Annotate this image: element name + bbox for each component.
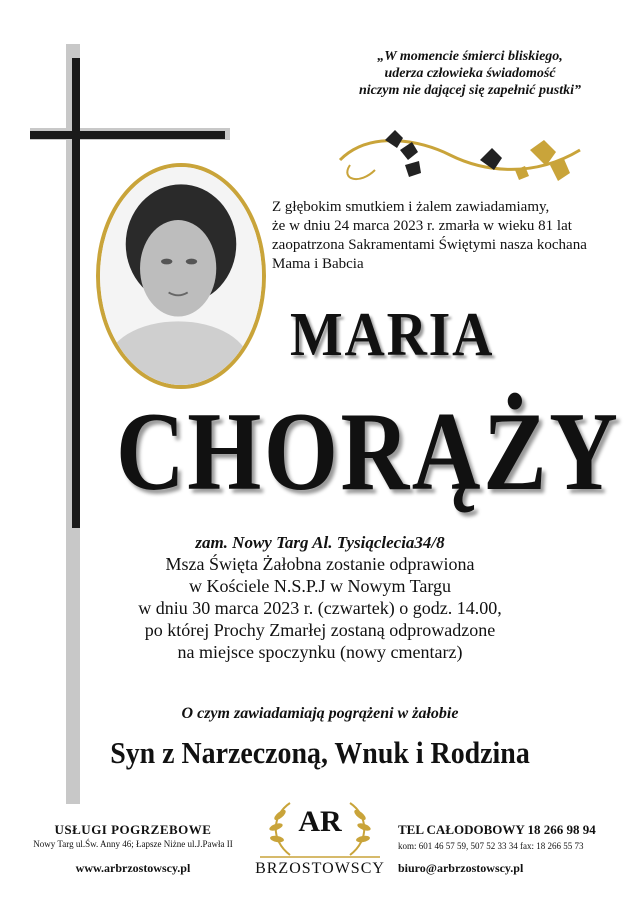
intro-line-1: Z głębokim smutkiem i żalem zawiadamiamy, bbox=[272, 199, 550, 215]
deceased-first-name: MARIA bbox=[290, 301, 495, 369]
phone-24h: TEL CAŁODOBOWY 18 266 98 94 bbox=[398, 822, 596, 837]
email-link[interactable]: biuro@arbrzostowscy.pl bbox=[398, 861, 524, 875]
mourners-family: Syn z Narzeczoną, Wnuk i Rodzina bbox=[110, 735, 530, 770]
deceased-address: zam. Nowy Targ Al. Tysiąclecia34/8 bbox=[195, 533, 445, 552]
deceased-last-name: CHORĄŻY bbox=[116, 390, 621, 514]
funeral-mass-details bbox=[60, 553, 580, 663]
mass-line-2: w Kościele N.S.P.J w Nowym Targu bbox=[188, 576, 452, 596]
footer-contact-info bbox=[398, 822, 628, 876]
mass-line-5: na miejsce spoczynku (nowy cmentarz) bbox=[177, 642, 463, 662]
quote-line-2: uderza człowieka świadomość bbox=[384, 66, 556, 81]
portrait-image-icon bbox=[100, 167, 262, 385]
company-title: USŁUGI POGRZEBOWE bbox=[54, 822, 212, 837]
vine-ornament-icon bbox=[330, 120, 590, 190]
mourners-intro: O czym zawiadamiają pogrążeni w żałobie bbox=[181, 705, 459, 722]
footer-company-info bbox=[22, 822, 244, 876]
phone-numbers: kom: 601 46 57 59, 507 52 33 34 fax: 18 266 55 73 bbox=[398, 841, 584, 851]
logo-initials: AR bbox=[298, 805, 342, 838]
logo-company-name: BRZOSTOWSCY bbox=[255, 860, 385, 877]
announcement-intro bbox=[272, 198, 612, 274]
mass-line-4: po której Prochy Zmarłej zostaną odprowadzone bbox=[144, 620, 496, 640]
cross-crossbar bbox=[30, 131, 225, 139]
cross-icon bbox=[72, 58, 80, 528]
intro-line-3: zaopatrzona Sakramentami Świętymi nasza kochana bbox=[272, 237, 587, 253]
intro-line-2: że w dniu 24 marca 2023 r. zmarła w wieku 81 lat bbox=[272, 218, 572, 234]
portrait-photo bbox=[96, 163, 266, 389]
quote-line-3: niczym nie dającej się zapełnić pustki” bbox=[358, 83, 582, 98]
company-website-link[interactable]: www.arbrzostowscy.pl bbox=[75, 861, 191, 875]
company-address: Nowy Targ ul.Św. Anny 46; Łapsze Niżne ul.J.Pawła II bbox=[33, 839, 233, 849]
quote bbox=[320, 48, 620, 99]
intro-line-4: Mama i Babcia bbox=[272, 256, 364, 272]
mass-line-1: Msza Święta Żałobna zostanie odprawiona bbox=[165, 554, 475, 574]
quote-line-1: „W momencie śmierci bliskiego, bbox=[377, 49, 563, 64]
mass-line-3: w dniu 30 marca 2023 r. (czwartek) o godz. 14.00, bbox=[138, 598, 502, 618]
